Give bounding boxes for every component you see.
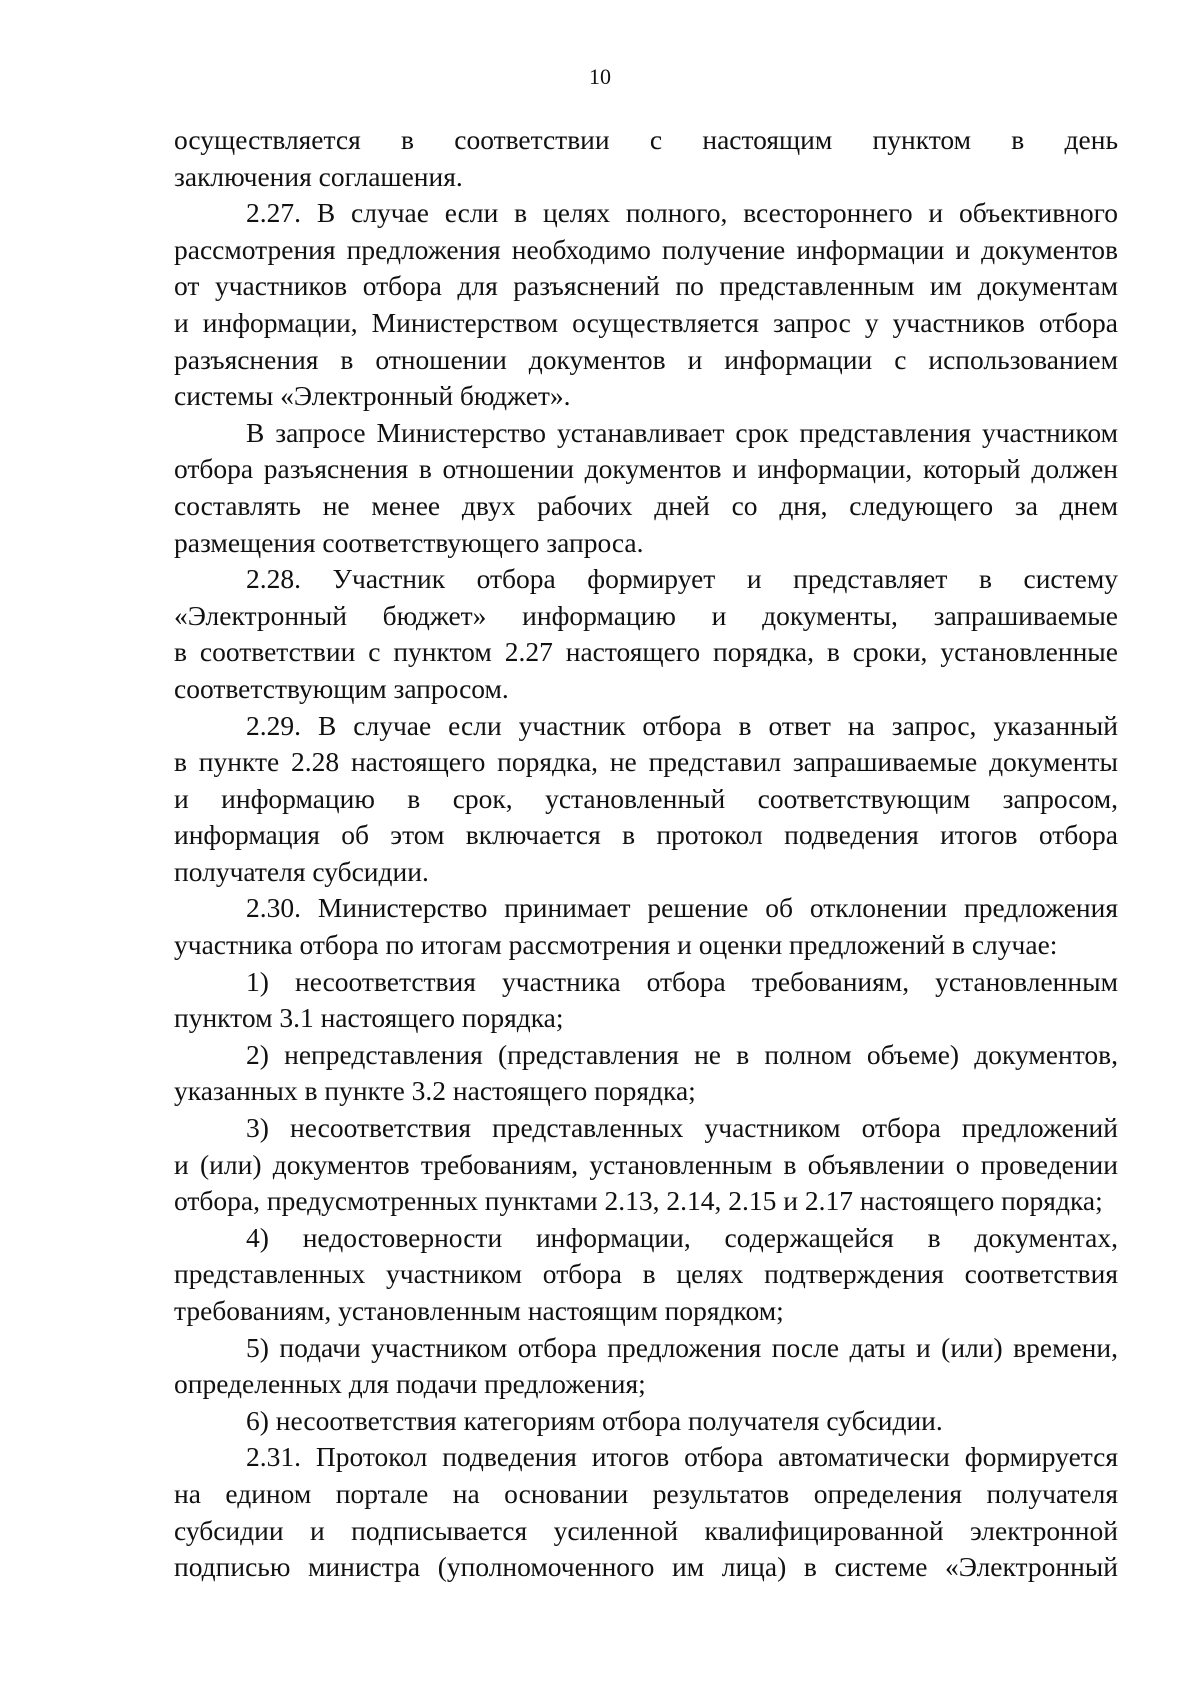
text-line: 2.31. Протокол подведения итогов отбора автоматически формируется	[246, 1441, 1118, 1473]
text-line: субсидии и подписывается усиленной квалифицированной электронной	[174, 1514, 1118, 1546]
text-line: и информации, Министерством осуществляется запрос у участников отбора	[174, 306, 1118, 338]
text-line: соответствующим запросом.	[174, 672, 509, 704]
list-item-6	[174, 1403, 1118, 1440]
list-item-3	[174, 1110, 1118, 1220]
text-line: 4) недостоверности информации, содержащейся в документах,	[246, 1221, 1118, 1253]
text-line: от участников отбора для разъяснений по представленным им документам	[174, 270, 1118, 302]
text-line: 2.30. Министерство принимает решение об отклонении предложения	[246, 892, 1118, 924]
paragraph-2-28	[174, 561, 1118, 707]
text-line: получателя субсидии.	[174, 855, 429, 887]
text-line: «Электронный бюджет» информацию и документы, запрашиваемые	[174, 599, 1118, 631]
text-line: 2.27. В случае если в целях полного, всестороннего и объективного	[246, 197, 1118, 229]
text-line: составлять не менее двух рабочих дней со дня, следующего за днем	[174, 489, 1118, 521]
text-line: заключения соглашения.	[174, 160, 463, 192]
text-line: 1) несоответствия участника отбора требованиям, установленным	[246, 965, 1118, 997]
list-item-2	[174, 1037, 1118, 1110]
text-line: размещения соответствующего запроса.	[174, 526, 644, 558]
text-line: отбора, предусмотренных пунктами 2.13, 2.14, 2.15 и 2.17 настоящего порядка;	[174, 1185, 1103, 1217]
paragraph-2-30	[174, 890, 1118, 963]
paragraph-continuation	[174, 122, 1118, 195]
text-line: 5) подачи участником отбора предложения после даты и (или) времени,	[246, 1331, 1118, 1363]
text-line: указанных в пункте 3.2 настоящего порядка;	[174, 1075, 696, 1107]
text-line: в пункте 2.28 настоящего порядка, не представил запрашиваемые документы	[174, 746, 1118, 778]
paragraph-2-27	[174, 195, 1118, 415]
list-item-4	[174, 1220, 1118, 1330]
text-line: 2) непредставления (представления не в полном объеме) документов,	[246, 1038, 1118, 1070]
text-line: определенных для подачи предложения;	[174, 1368, 646, 1400]
text-line: рассмотрения предложения необходимо получение информации и документов	[174, 233, 1118, 265]
text-line: 3) несоответствия представленных участником отбора предложений	[246, 1112, 1118, 1144]
paragraph-2-27-request	[174, 415, 1118, 561]
text-line: 6) несоответствия категориям отбора получателя субсидии.	[246, 1404, 943, 1436]
text-line: на едином портале на основании результатов определения получателя	[174, 1477, 1118, 1509]
text-line: отбора разъяснения в отношении документов и информации, который должен	[174, 453, 1118, 485]
text-line: участника отбора по итогам рассмотрения и оценки предложений в случае:	[174, 929, 1058, 961]
text-line: разъяснения в отношении документов и информации с использованием	[174, 343, 1118, 375]
text-line: в соответствии с пунктом 2.27 настоящего порядка, в сроки, установленные	[174, 636, 1118, 668]
text-line: требованиям, установленным настоящим порядком;	[174, 1295, 784, 1326]
text-line: информация об этом включается в протокол подведения итогов отбора	[174, 819, 1118, 851]
paragraph-2-29	[174, 708, 1118, 891]
text-line: осуществляется в соответствии с настоящим пунктом в день	[174, 124, 1118, 155]
list-item-5	[174, 1330, 1118, 1403]
list-item-1	[174, 964, 1118, 1037]
page-number: 10	[589, 64, 611, 89]
text-line: 2.29. В случае если участник отбора в ответ на запрос, указанный	[246, 709, 1118, 741]
text-line: подписью министра (уполномоченного им лица) в системе «Электронный	[174, 1551, 1118, 1583]
text-line: В запросе Министерство устанавливает срок представления участником	[246, 416, 1118, 448]
paragraph-2-31	[174, 1439, 1118, 1585]
text-line: представленных участником отбора в целях подтверждения соответствия	[174, 1258, 1118, 1290]
text-line: 2.28. Участник отбора формирует и представляет в систему	[246, 563, 1118, 595]
text-line: и (или) документов требованиям, установленным в объявлении о проведении	[174, 1148, 1118, 1180]
text-line: и информацию в срок, установленный соответствующим запросом,	[174, 782, 1118, 814]
text-line: пунктом 3.1 настоящего порядка;	[174, 1002, 564, 1034]
text-line: системы «Электронный бюджет».	[174, 380, 571, 412]
document-body	[174, 122, 1118, 1586]
